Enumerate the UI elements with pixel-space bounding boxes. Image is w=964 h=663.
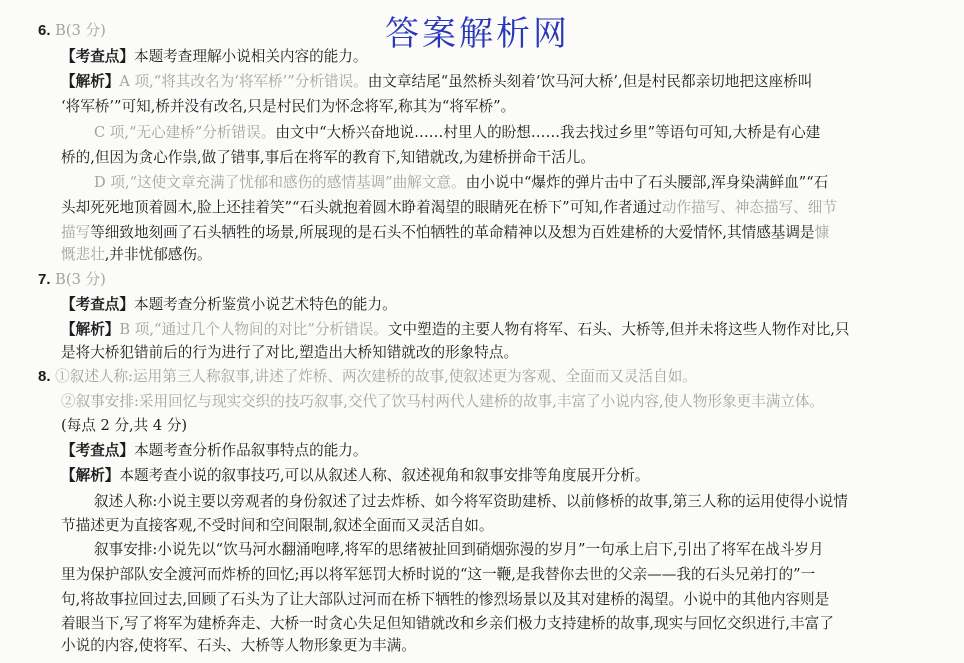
q6-header <box>38 21 106 41</box>
q7-answer: B(3 分) <box>55 271 106 288</box>
q6-line6-text: 头却死死地顶着圆木,脸上还挂着笑”“石头就抱着圆木睁着渴望的眼睛死在桥下”可知,作者通过 <box>61 199 662 216</box>
q6-line7-text: 等细致地刻画了石头牺牲的场景,所展现的是石头不怕牺牲的革命精神以及想为百姓建桥的大爱情怀,其情感基调是 <box>90 224 815 241</box>
q6-answer: B(3 分) <box>55 22 106 39</box>
q6-kaocha-label: 【考查点】 <box>61 48 134 65</box>
q6-line3 <box>94 123 820 143</box>
q6-line7-gray: 描写 <box>61 224 91 241</box>
q8-jiexi-label: 【解析】 <box>61 467 120 484</box>
q6-kaocha <box>61 47 368 67</box>
q6-line7-gray2: 慷 <box>814 224 830 241</box>
q7-line2: 是将大桥犯错前后的行为进行了对比,塑造出大桥知错就改的形象特点。 <box>61 344 519 361</box>
q7-jiexi-line1 <box>61 320 850 340</box>
q8-jiexi-text: 本题考查小说的叙事技巧,可以从叙述人称、叙述视角和叙事安排等角度展开分析。 <box>119 467 650 484</box>
q6-kaocha-text: 本题考查理解小说相关内容的能力。 <box>133 48 368 65</box>
watermark-logo: 答案解析网 <box>385 14 570 54</box>
q8-p1-line1: 叙述人称:小说主要以旁观者的身份叙述了过去炸桥、如今将军资助建桥、以前修桥的故事,第三人称的运用使得小说情 <box>94 493 848 510</box>
q7-kaocha <box>61 295 397 315</box>
q8-kaocha-text: 本题考查分析作品叙事特点的能力。 <box>133 442 368 459</box>
q6-jiexi-label: 【解析】 <box>61 73 120 90</box>
q6-option-d: D 项,“这使文章充满了忧郁和感伤的感情基调”曲解文意。 <box>94 174 466 191</box>
q8-number: 8. <box>38 368 51 385</box>
q8-p1-line2: 节描述更为直接客观,不受时间和空间限制,叙述全面而又灵活自如。 <box>61 517 494 534</box>
q6-line4: 桥的,但因为贪心作祟,做了错事,事后在将军的教育下,知错就改,为建桥拼命干活儿。 <box>61 149 595 166</box>
q6-option-a: A 项,“将其改名为‘将军桥’”分析错误。 <box>119 73 368 90</box>
q6-line6 <box>61 198 837 218</box>
q8-answer2: ②叙事安排:采用回忆与现实交织的技巧叙事,交代了饮马村两代人建桥的故事,丰富了小说内容,使人物形象更丰满立体。 <box>61 393 825 410</box>
q6-line7 <box>61 223 829 243</box>
q6-jiexi-line1 <box>61 72 812 92</box>
q7-number: 7. <box>38 271 51 288</box>
q6-number: 6. <box>38 22 51 39</box>
q7-option-b: B 项,“通过几个人物间的对比”分析错误。 <box>119 321 388 338</box>
q7-kaocha-label: 【考查点】 <box>61 296 134 313</box>
q8-kaocha-label: 【考查点】 <box>61 442 134 459</box>
q8-p2-line2: 里为保护部队安全渡河而炸桥的回忆;再以将军惩罚大桥时说的“这一鞭,是我替你去世的父亲——我的石头兄弟打的”一 <box>61 566 816 583</box>
q6-line8 <box>61 245 212 265</box>
q7-kaocha-text: 本题考查分析鉴赏小说艺术特色的能力。 <box>133 296 397 313</box>
q6-line3-text: 由文中“大桥兴奋地说……村里人的盼想……我去找过乡里”等语句可知,大桥是有心建 <box>275 124 821 141</box>
q6-line5-text: 由小说中“爆炸的弹片击中了石头腰部,浑身染满鲜血”“石 <box>465 174 829 191</box>
q7-jiexi-label: 【解析】 <box>61 321 120 338</box>
q6-line8-gray: 慨悲壮 <box>61 246 105 263</box>
q7-line1-text: 文中塑造的主要人物有将军、石头、大桥等,但并未将这些人物作对比,只 <box>387 321 850 338</box>
q6-line5 <box>94 173 828 193</box>
q7-header <box>38 270 106 290</box>
q8-score: (每点 2 分,共 4 分) <box>61 417 188 434</box>
q6-line8-text: ,并非忧郁感伤。 <box>104 246 212 263</box>
q8-kaocha <box>61 441 368 461</box>
q8-p2-line4: 着眼当下,写了将军为建桥奔走、大桥一时贪心失足但知错就改和乡亲们极力支持建桥的故事,现实与回忆交织进行,丰富了 <box>61 615 834 632</box>
q8-header <box>38 367 697 387</box>
q6-line6-gray: 动作描写、神态描写、细节 <box>661 199 837 216</box>
q6-line1-text: 由文章结尾“虽然桥头刻着‘饮马河大桥’,但是村民都亲切地把这座桥叫 <box>367 73 813 90</box>
q8-answer1: ①叙述人称:运用第三人称叙事,讲述了炸桥、两次建桥的故事,使叙述更为客观、全面而又灵活自如。 <box>55 368 697 385</box>
q8-p2-line3: 句,将故事拉回过去,回顾了石头为了让大部队过河而在桥下牺牲的惨烈场景以及其对建桥的渴望。小说中的其他内容则是 <box>61 591 830 608</box>
q8-jiexi <box>61 466 649 486</box>
q8-p2-line5: 小说的内容,使将军、石头、大桥等人物形象更为丰满。 <box>61 637 416 654</box>
q6-line2: ‘将军桥’”可知,桥并没有改名,只是村民们为怀念将军,称其为“将军桥”。 <box>61 98 516 115</box>
q6-option-c: C 项,“无心建桥”分析错误。 <box>94 124 276 141</box>
q8-p2-line1: 叙事安排:小说先以“饮马河水翻涌咆哮,将军的思绪被扯回到硝烟弥漫的岁月”一句承上启下,引出了将军在战斗岁月 <box>94 541 824 558</box>
